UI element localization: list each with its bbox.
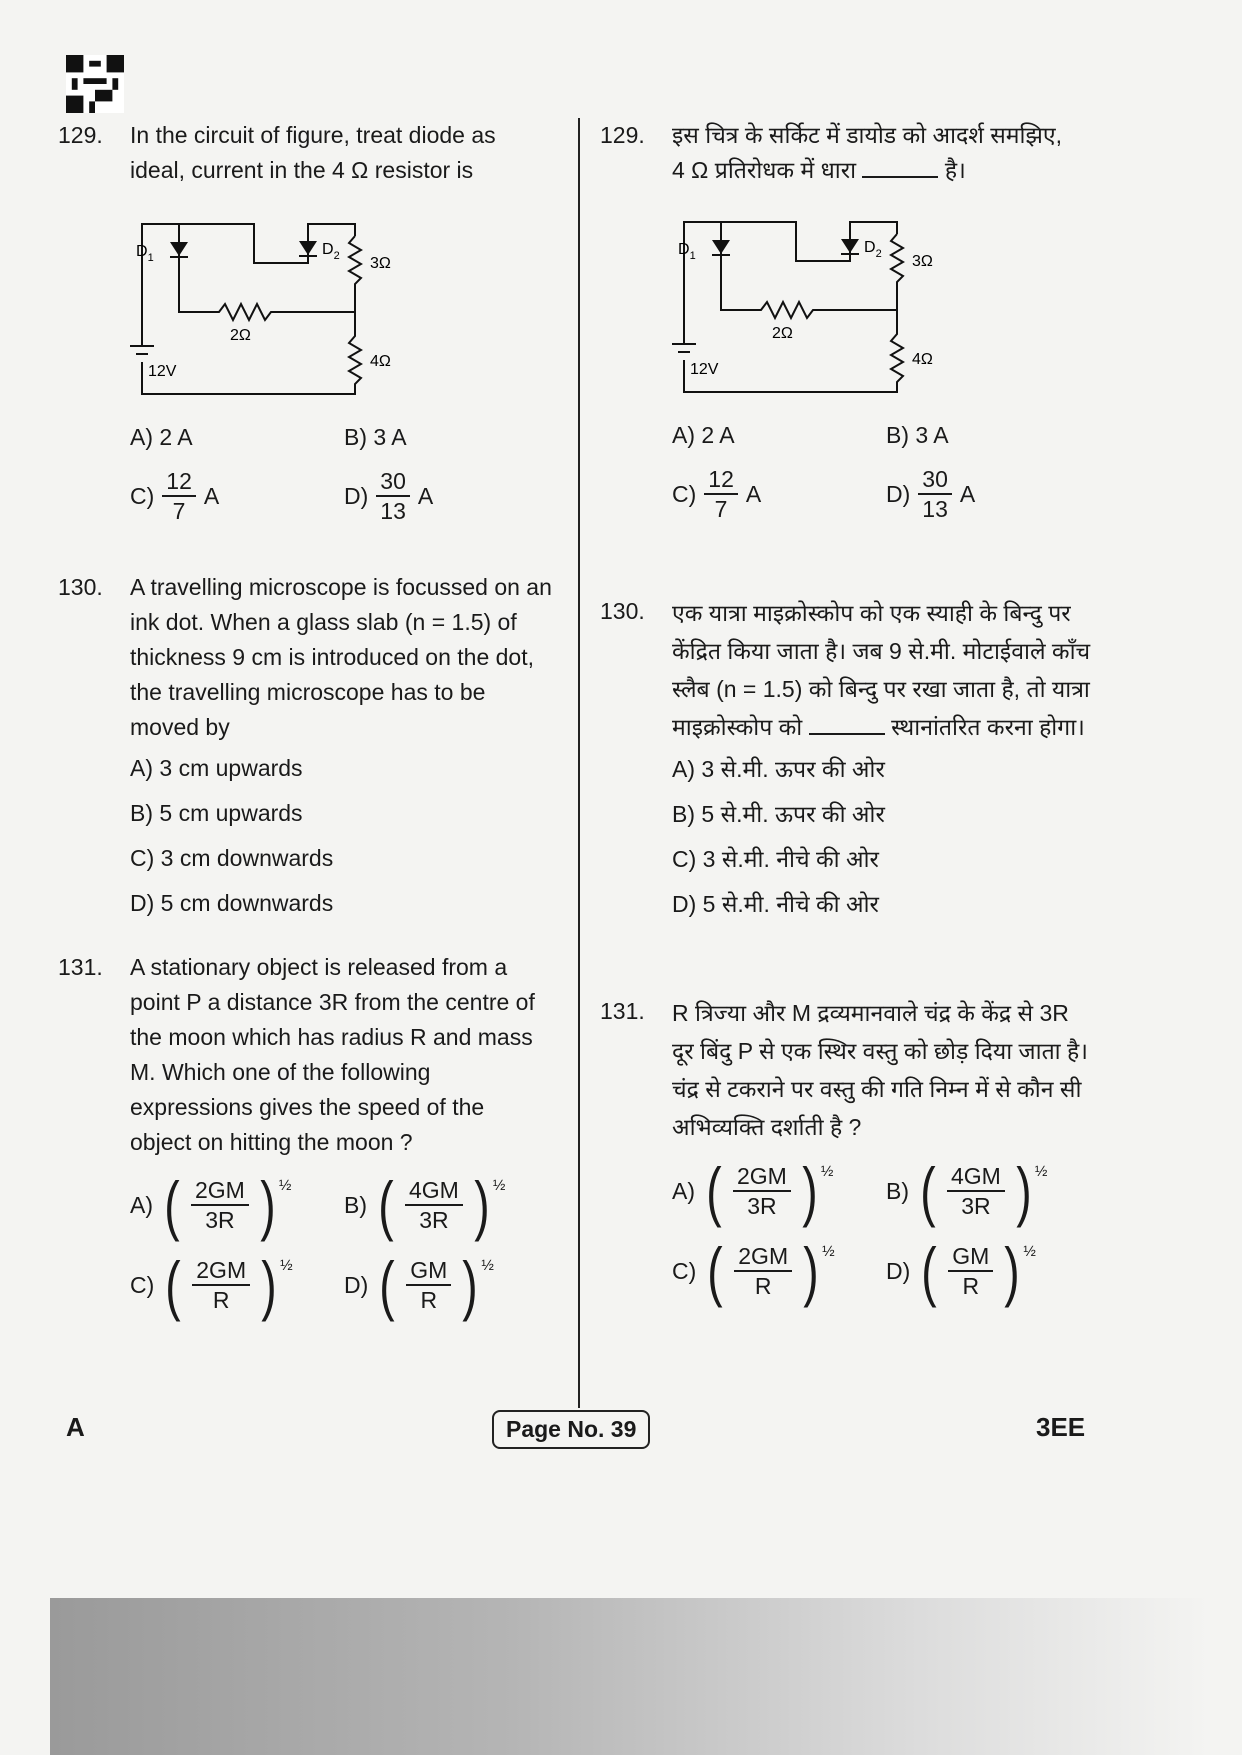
battery-label: 12V	[690, 361, 719, 378]
option-a: A) 2 A	[130, 424, 193, 450]
answer-blank	[809, 711, 885, 735]
options	[130, 420, 558, 525]
question-number: 130.	[600, 598, 645, 624]
diode-d2-label: $D_2$	[322, 241, 340, 262]
question-text: इस चित्र के सर्किट में डायोड को आदर्श समझिए, 4 Ω प्रतिरोधक में धारा है।	[672, 122, 1062, 183]
question-number: 130.	[58, 574, 103, 600]
option-b: B) 5 से.मी. ऊपर की ओर	[672, 801, 885, 827]
option-d: D) $\frac{30}{13}$ A	[886, 466, 976, 522]
option-b: B) 5 cm upwards	[130, 800, 303, 826]
option-d: D) $\frac{30}{13}$ A	[344, 468, 434, 524]
question-129-hi	[600, 118, 1100, 588]
question-text: A stationary object is released from a point P a distance 3R from the centre of the moon which has radius R and mass M. Which one of the following expressions gives the speed of the object on hitting the moon ?	[130, 954, 535, 1155]
page-number: Page No. 39	[492, 1410, 650, 1449]
option-a: A) 3 cm upwards	[130, 755, 303, 781]
option-a: A) ( $\frac{2GM}{3R}$ ) ½	[672, 1154, 834, 1228]
question-text: एक यात्रा माइक्रोस्कोप को एक स्याही के बिन्दु पर केंद्रित किया जाता है। जब 9 से.मी. मोटाईवाले काँच स्लैब (n = 1.5) को बिन्दु पर रखा जाता है, तो यात्रा माइक्रोस्कोप को स्थानांतरित करना होगा।	[672, 600, 1091, 740]
question-text: R त्रिज्या और M द्रव्यमानवाले चंद्र के केंद्र से 3R दूर बिंदु P से एक स्थिर वस्तु को छोड़ दिया जाता है। चंद्र से टकराने पर वस्तु की गति निम्न में से कौन सी अभिव्यक्ति दर्शाती है ?	[672, 1000, 1088, 1140]
resistor-4-label: 4Ω	[370, 353, 391, 370]
circuit-diagram	[78, 196, 518, 416]
options	[672, 1154, 1100, 1308]
option-c: C) 3 से.मी. नीचे की ओर	[672, 846, 879, 872]
option-a: A) 2 A	[672, 422, 735, 448]
question-131-hi	[600, 994, 1100, 1308]
scan-shadow	[50, 1598, 1210, 1755]
question-131-en	[58, 950, 558, 1322]
circuit-diagram	[620, 194, 1060, 414]
option-c: C) ( $\frac{2GM}{R}$ ) ½	[130, 1248, 293, 1322]
options	[130, 1168, 558, 1322]
option-c: C) ( $\frac{2GM}{R}$ ) ½	[672, 1234, 835, 1308]
english-column	[58, 118, 558, 1322]
option-b: B) ( $\frac{4GM}{3R}$ ) ½	[886, 1154, 1048, 1228]
question-130-en	[58, 570, 558, 950]
option-c: C) $\frac{12}{7}$ A	[130, 468, 220, 524]
option-d: D) 5 से.मी. नीचे की ओर	[672, 891, 879, 917]
question-number: 129.	[600, 122, 645, 148]
resistor-3-label: 3Ω	[912, 253, 933, 270]
series-code: A	[66, 1412, 85, 1442]
option-a: A) ( $\frac{2GM}{3R}$ ) ½	[130, 1168, 292, 1242]
option-a: A) 3 से.मी. ऊपर की ओर	[672, 756, 885, 782]
column-divider	[578, 118, 580, 1408]
battery-label: 12V	[148, 363, 177, 380]
question-130-hi	[600, 594, 1100, 994]
question-text: In the circuit of figure, treat diode as ideal, current in the 4 Ω resistor is	[130, 122, 496, 183]
question-number: 131.	[600, 998, 645, 1024]
options	[672, 752, 1100, 922]
resistor-2-label: 2Ω	[230, 327, 251, 344]
question-129-en	[58, 118, 558, 558]
option-c: C) $\frac{12}{7}$ A	[672, 466, 762, 522]
option-d: D) ( $\frac{GM}{R}$ ) ½	[344, 1248, 494, 1322]
option-d: D) ( $\frac{GM}{R}$ ) ½	[886, 1234, 1036, 1308]
option-b: B) 3 A	[886, 422, 949, 448]
option-d: D) 5 cm downwards	[130, 890, 334, 916]
qr-code-mark	[66, 55, 124, 113]
diode-d1-label: $D_1$	[678, 241, 696, 262]
options	[130, 751, 558, 921]
question-number: 129.	[58, 122, 103, 148]
hindi-column	[600, 118, 1100, 1308]
resistor-2-label: 2Ω	[772, 325, 793, 342]
options	[672, 418, 1100, 523]
option-b: B) ( $\frac{4GM}{3R}$ ) ½	[344, 1168, 506, 1242]
diode-d1-label: $D_1$	[136, 243, 154, 264]
question-number: 131.	[58, 954, 103, 980]
option-c: C) 3 cm downwards	[130, 845, 334, 871]
diode-d2-label: $D_2$	[864, 239, 882, 260]
answer-blank	[862, 154, 938, 178]
option-b: B) 3 A	[344, 424, 407, 450]
question-text: A travelling microscope is focussed on an ink dot. When a glass slab (n = 1.5) of thickness 9 cm is introduced on the dot, the travelling microscope has to be moved by	[130, 574, 552, 740]
paper-code: 3EE	[1036, 1412, 1086, 1442]
resistor-4-label: 4Ω	[912, 351, 933, 368]
resistor-3-label: 3Ω	[370, 255, 391, 272]
